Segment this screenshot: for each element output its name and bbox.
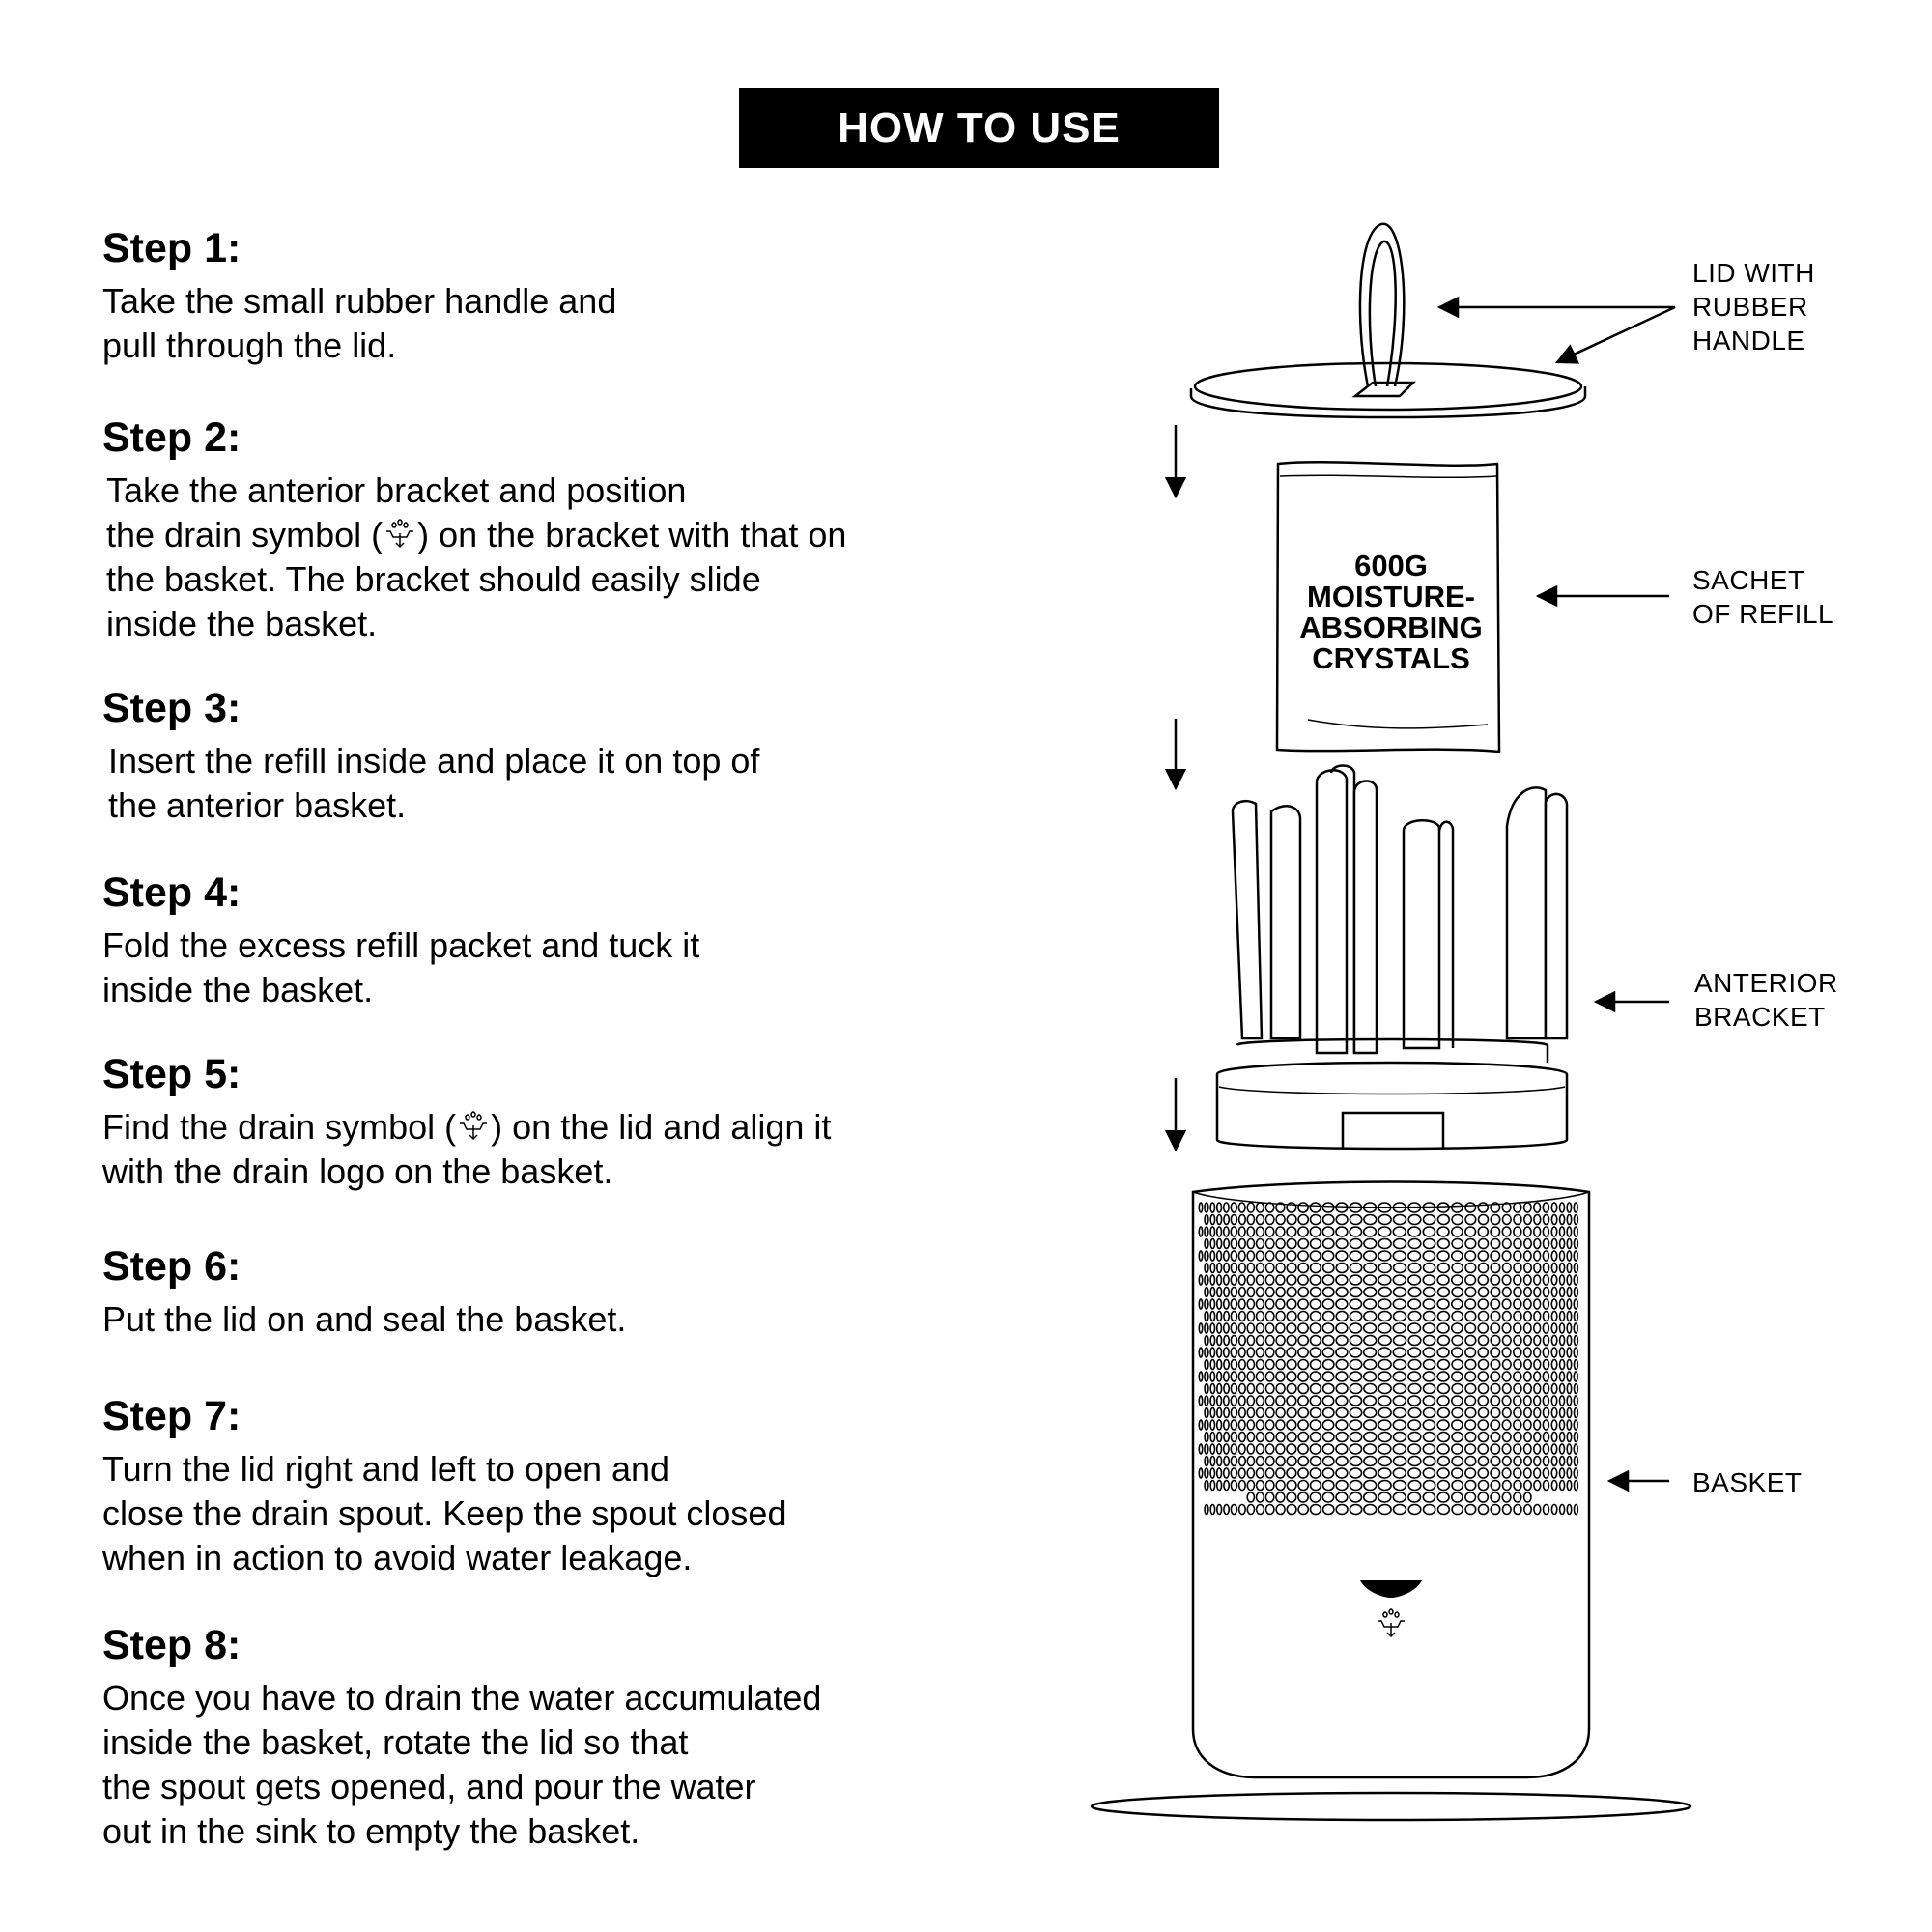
step-text: close the drain spout. Keep the spout closed	[102, 1493, 787, 1533]
arrow-icon	[1557, 307, 1675, 362]
sachet-label	[1261, 551, 1521, 674]
label-bracket: ANTERIOR BRACKET	[1694, 968, 1838, 1032]
step-text: with the drain logo on the basket.	[102, 1151, 613, 1191]
step-text: when in action to avoid water leakage.	[102, 1538, 693, 1577]
step-text: Take the anterior bracket and position	[106, 470, 687, 510]
step-text: inside the basket.	[106, 604, 378, 643]
step-heading: Step 5:	[102, 1051, 242, 1097]
step-heading: Step 8:	[102, 1622, 242, 1668]
sachet-line: 600G	[1354, 549, 1428, 582]
step-heading: Step 1:	[102, 225, 242, 271]
step-text: Once you have to drain the water accumulated	[102, 1678, 822, 1718]
label-lid: LID WITH RUBBER HANDLE	[1692, 258, 1815, 355]
step-heading: Step 7:	[102, 1393, 242, 1439]
step-text: inside the basket.	[102, 970, 374, 1009]
step-heading: Step 6:	[102, 1243, 242, 1290]
step-text: out in the sink to empty the basket.	[102, 1811, 640, 1851]
step-text-with-icon: the drain symbol ( ) on the bracket with that on	[106, 515, 847, 554]
step-text: the basket. The bracket should easily slide	[106, 559, 761, 599]
lid-with-handle	[1191, 224, 1585, 417]
step-text: pull through the lid.	[102, 326, 397, 365]
page-title: HOW TO USE	[838, 103, 1121, 152]
step-text-with-icon: Find the drain symbol ( ) on the lid and align it	[102, 1107, 832, 1147]
step-text: the spout gets opened, and pour the water	[102, 1767, 756, 1806]
step-text: Fold the excess refill packet and tuck it	[102, 925, 700, 965]
step-text: Turn the lid right and left to open and	[102, 1449, 670, 1489]
step-text: inside the basket, rotate the lid so that	[102, 1722, 689, 1762]
step-text: Insert the refill inside and place it on top of	[108, 741, 760, 781]
step-heading: Step 4:	[102, 869, 242, 916]
label-basket: BASKET	[1692, 1467, 1803, 1497]
step-heading: Step 3:	[102, 685, 242, 731]
anterior-bracket	[1217, 766, 1567, 1150]
step-heading: Step 2:	[102, 414, 242, 461]
step-text: Take the small rubber handle and	[102, 281, 617, 321]
sachet-line: ABSORBING	[1299, 611, 1483, 644]
label-sachet: SACHET OF REFILL	[1692, 565, 1834, 629]
sachet-line: MOISTURE-	[1307, 580, 1475, 613]
basket	[1092, 1182, 1690, 1821]
step-text: the anterior basket.	[108, 785, 407, 825]
sachet-line: CRYSTALS	[1312, 641, 1470, 675]
step-text: Put the lid on and seal the basket.	[102, 1299, 627, 1339]
